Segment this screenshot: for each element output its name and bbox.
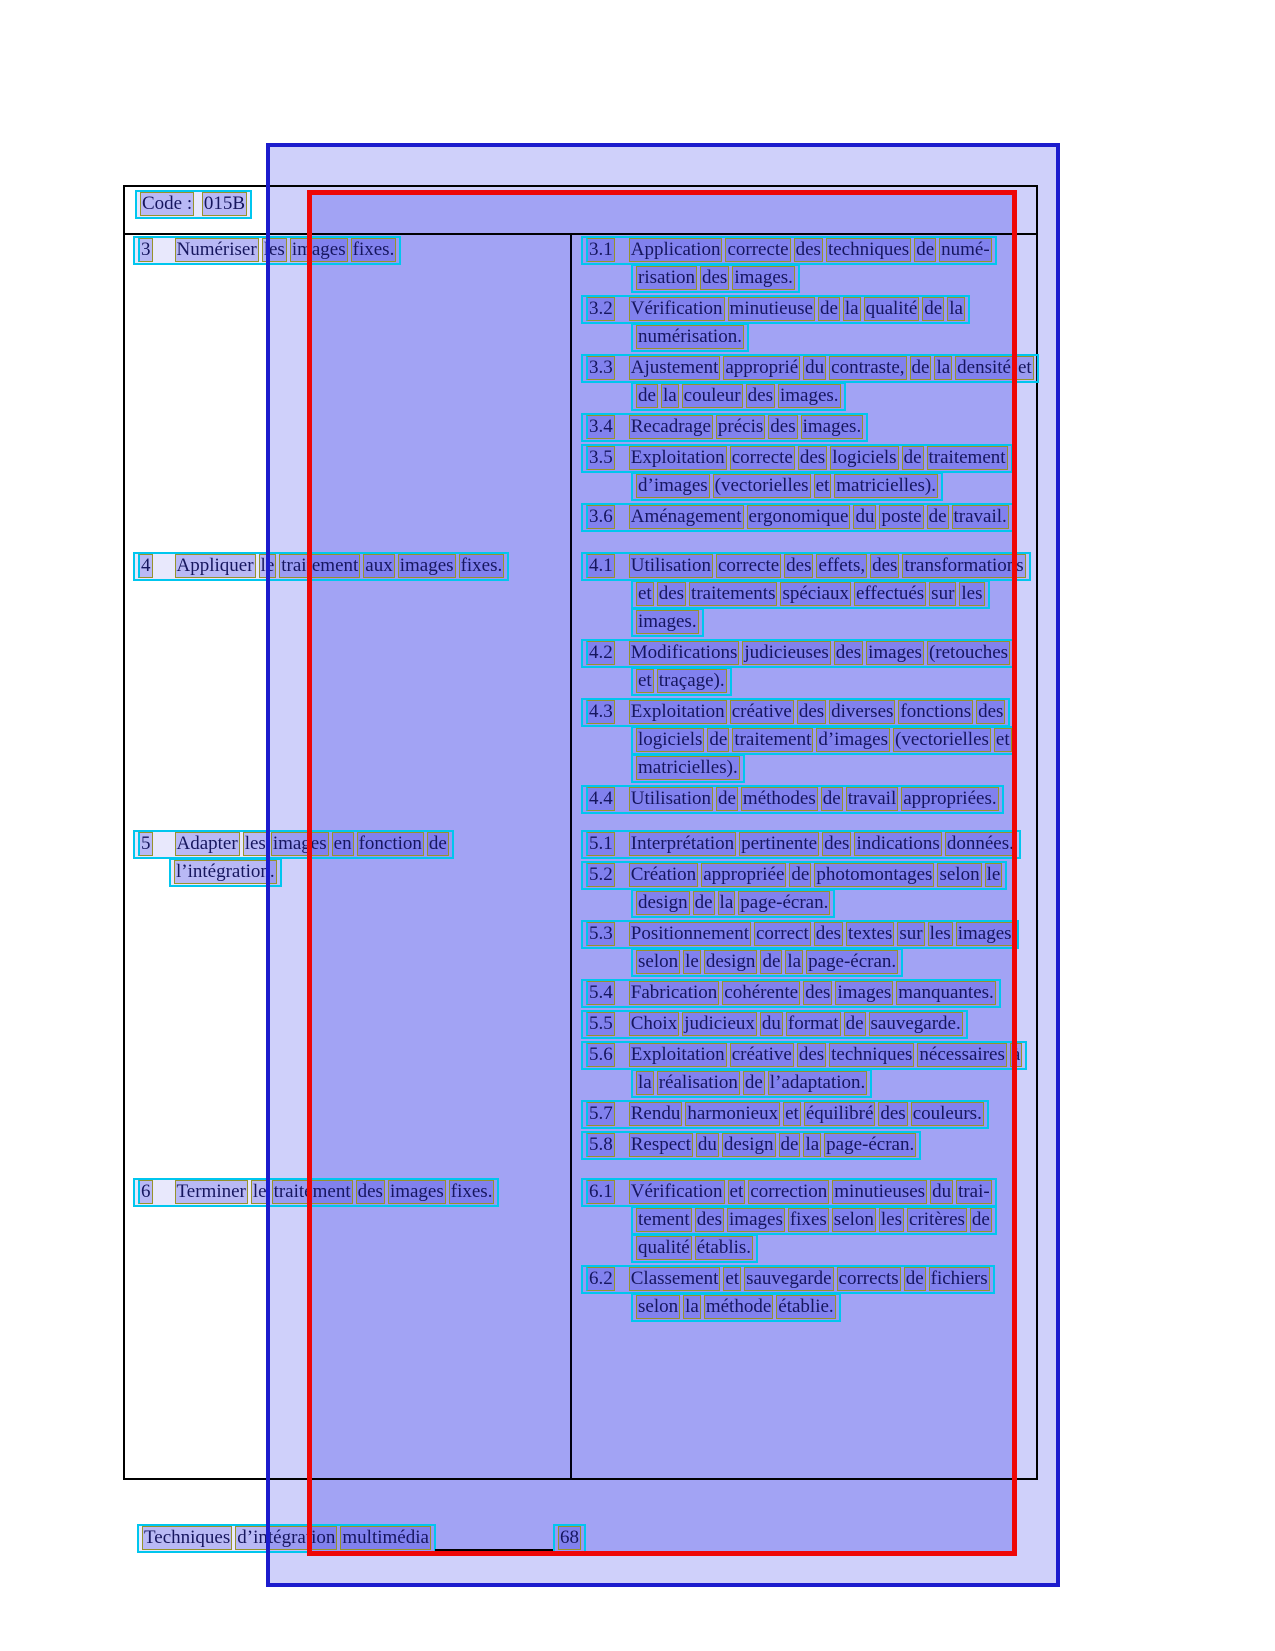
- word-box: cohérente: [724, 982, 799, 1003]
- word-box: images: [729, 1209, 783, 1230]
- word-box: spéciaux: [782, 583, 849, 604]
- word-box: la: [949, 298, 963, 319]
- word-box: correcte: [717, 555, 780, 576]
- word-box: contraste,: [831, 357, 905, 378]
- word-box: réalisation: [658, 1072, 738, 1093]
- word-box: numérisation.: [638, 326, 742, 347]
- word-box: 5.1: [586, 832, 615, 856]
- word-box: et: [815, 475, 830, 496]
- word-box: la: [787, 951, 802, 972]
- word-box: 5: [138, 832, 153, 856]
- word-box: des: [786, 555, 812, 576]
- word-box: des: [795, 239, 821, 260]
- word-box: des: [815, 923, 842, 944]
- word-box: selon: [638, 1296, 679, 1317]
- word-box: des: [805, 982, 831, 1003]
- word-box: la: [805, 1134, 820, 1155]
- word-box: 3.2: [586, 297, 615, 321]
- word-box: correcte: [731, 447, 793, 468]
- word-box: tement: [638, 1209, 690, 1230]
- word-box: appropriée: [703, 864, 785, 885]
- word-box: d’images: [818, 729, 889, 750]
- word-box: Exploitation: [630, 701, 725, 722]
- word-box: images.: [802, 416, 862, 437]
- word-box: ergonomique: [748, 506, 849, 527]
- word-box: photomontages: [816, 864, 933, 885]
- word-box: et: [638, 670, 652, 691]
- word-box: techniques: [827, 239, 910, 260]
- word-box: de: [916, 239, 935, 260]
- word-box: page-écran.: [826, 1134, 915, 1155]
- word-box: la: [638, 1072, 652, 1093]
- word-box: design: [638, 892, 688, 913]
- word-box: (vectorielles: [895, 729, 989, 750]
- word-box: Modifications: [630, 642, 738, 663]
- word-box: 3.1: [586, 238, 615, 262]
- word-box: Techniques: [144, 1527, 231, 1548]
- word-box: 4.4: [586, 787, 615, 811]
- word-box: images.: [734, 267, 793, 288]
- word-box: fixes.: [460, 555, 503, 576]
- word-box: travail: [847, 788, 897, 809]
- word-box: 5.5: [586, 1012, 615, 1036]
- word-box: fonction: [358, 833, 422, 854]
- word-box: Rendu: [630, 1103, 681, 1124]
- word-box: les: [244, 833, 266, 854]
- word-box: du: [805, 357, 825, 378]
- word-box: des: [798, 701, 825, 722]
- word-box: la: [844, 298, 859, 319]
- word-box: fixes.: [450, 1181, 493, 1202]
- word-box: images: [272, 833, 327, 854]
- word-box: Vérification: [630, 298, 723, 319]
- word-box: minutieuses: [834, 1181, 926, 1202]
- word-box: Exploitation: [630, 1044, 725, 1065]
- word-box: 5.7: [586, 1102, 615, 1126]
- word-box: 4.2: [586, 641, 615, 665]
- word-box: des: [798, 1044, 825, 1065]
- word-box: poste: [881, 506, 922, 527]
- word-box: méthode: [705, 1296, 772, 1317]
- word-box: les: [880, 1209, 903, 1230]
- word-box: les: [263, 239, 285, 260]
- word-box: 5.4: [586, 981, 615, 1005]
- word-box: de: [428, 833, 447, 854]
- word-box: de: [744, 1072, 763, 1093]
- word-box: Application: [630, 239, 721, 260]
- word-box: en: [333, 833, 352, 854]
- word-box: transformations: [904, 555, 1024, 576]
- word-box: images: [399, 555, 454, 576]
- word-box: Interprétation: [630, 833, 735, 854]
- word-box: page-écran.: [808, 951, 897, 972]
- word-box: matricielles).: [836, 475, 936, 496]
- word-box: pertinente: [741, 833, 818, 854]
- word-box: et: [729, 1181, 744, 1202]
- word-box: images: [837, 982, 892, 1003]
- word-box: l’intégration.: [176, 861, 275, 882]
- word-box: Numériser: [176, 239, 257, 260]
- word-box: de: [762, 951, 781, 972]
- word-box: Recadrage: [630, 416, 711, 437]
- ocr-line-box: [169, 858, 282, 887]
- word-box: selon: [939, 864, 980, 885]
- word-box: sur: [931, 583, 955, 604]
- word-box: 4.1: [586, 554, 615, 578]
- word-box: établis.: [696, 1237, 752, 1258]
- word-box: Vérification: [630, 1181, 723, 1202]
- word-box: fixes: [789, 1209, 827, 1230]
- word-box: des: [696, 1209, 723, 1230]
- word-box: Respect: [630, 1134, 691, 1155]
- word-box: images: [868, 642, 922, 663]
- word-box: Ajustement: [630, 357, 719, 378]
- word-box: trai-: [958, 1181, 990, 1202]
- word-box: des: [978, 701, 1004, 722]
- page-number: 68: [553, 1524, 586, 1553]
- word-box: équilibré: [805, 1103, 874, 1124]
- word-box: de: [845, 1013, 864, 1034]
- word-box: des: [824, 833, 850, 854]
- word-box: corrects: [838, 1268, 899, 1289]
- word-box: risation: [638, 267, 695, 288]
- word-box: et: [995, 729, 1010, 750]
- word-box: 3.6: [586, 505, 615, 529]
- word-box: de: [905, 1268, 924, 1289]
- word-box: traitement: [734, 729, 812, 750]
- annotation-outer-box: [266, 143, 1060, 1587]
- word-box: aux: [365, 555, 393, 576]
- word-box: de: [709, 729, 728, 750]
- word-box: de: [791, 864, 810, 885]
- word-box: 3: [138, 238, 153, 262]
- word-box: correct: [755, 923, 809, 944]
- word-box: minutieuse: [729, 298, 813, 319]
- word-box: effectués: [855, 583, 925, 604]
- word-box: du: [697, 1134, 717, 1155]
- word-box: des: [747, 385, 773, 406]
- word-box: précis: [717, 416, 764, 437]
- word-box: appropriées.: [903, 788, 997, 809]
- word-box: manquantes.: [898, 982, 994, 1003]
- word-box: sur: [899, 923, 923, 944]
- word-box: de: [928, 506, 947, 527]
- word-box: judicieuses: [744, 642, 829, 663]
- word-box: et: [725, 1268, 740, 1289]
- word-box: de: [717, 788, 736, 809]
- word-box: 6.1: [586, 1180, 615, 1204]
- word-box: 5.2: [586, 863, 615, 887]
- word-box: images.: [779, 385, 839, 406]
- word-box: les: [929, 923, 951, 944]
- word-box: de: [694, 892, 713, 913]
- word-box: indications: [856, 833, 940, 854]
- word-box: 3.4: [586, 415, 615, 439]
- word-box: Choix: [630, 1013, 678, 1034]
- word-box: des: [357, 1181, 383, 1202]
- word-box: et: [638, 583, 652, 604]
- word-box: de: [911, 357, 930, 378]
- word-box: 3.5: [586, 446, 615, 470]
- word-box: l’adaptation.: [769, 1072, 866, 1093]
- word-box: correcte: [727, 239, 789, 260]
- word-box: le: [986, 864, 1001, 885]
- word-box: la: [719, 892, 734, 913]
- word-box: la: [936, 357, 951, 378]
- word-box: des: [799, 447, 826, 468]
- word-box: créative: [731, 1044, 792, 1065]
- word-box: critères: [909, 1209, 965, 1230]
- word-box: approprié: [725, 357, 799, 378]
- word-box: logiciels: [832, 447, 897, 468]
- word-box: les: [961, 583, 983, 604]
- word-box: la: [685, 1296, 699, 1317]
- word-box: Positionnement: [630, 923, 749, 944]
- word-box: et: [785, 1103, 799, 1124]
- word-box: diverses: [831, 701, 894, 722]
- word-box: 4: [138, 554, 153, 578]
- word-box: 5.8: [586, 1133, 615, 1157]
- word-box: qualité: [865, 298, 918, 319]
- word-box: Utilisation: [630, 555, 711, 576]
- code-label-text: Code :: [142, 193, 193, 214]
- word-box: Utilisation: [630, 788, 711, 809]
- word-box: selon: [833, 1209, 874, 1230]
- word-box: textes: [848, 923, 893, 944]
- word-box: la: [662, 385, 677, 406]
- word-box: de: [822, 788, 841, 809]
- word-box: Terminer: [176, 1181, 246, 1202]
- word-box: des: [835, 642, 862, 663]
- word-box: de: [819, 298, 838, 319]
- word-box: correction: [750, 1181, 828, 1202]
- word-box: (retouches: [928, 642, 1009, 663]
- word-box: le: [260, 555, 275, 576]
- word-box: à: [1011, 1044, 1021, 1065]
- word-box: d’images: [638, 475, 708, 496]
- word-box: Fabrication: [630, 982, 718, 1003]
- word-box: 6: [138, 1180, 153, 1204]
- word-box: design: [723, 1134, 774, 1155]
- word-box: sauvegarde: [746, 1268, 832, 1289]
- word-box: du: [932, 1181, 952, 1202]
- word-box: matricielles).: [638, 757, 738, 778]
- word-box: images: [291, 239, 346, 260]
- word-box: des: [658, 583, 685, 604]
- code-label: [135, 190, 252, 219]
- word-box: fixes.: [352, 239, 395, 260]
- word-box: de: [638, 385, 656, 406]
- word-box: traçage).: [658, 670, 725, 691]
- word-box: traitements: [691, 583, 776, 604]
- word-box: fonctions: [900, 701, 972, 722]
- word-box: des: [880, 1103, 906, 1124]
- word-box: des: [702, 267, 728, 288]
- word-box: le: [252, 1181, 267, 1202]
- word-box: page-écran.: [740, 892, 829, 913]
- word-box: Classement: [630, 1268, 719, 1289]
- word-box: traitement: [273, 1181, 351, 1202]
- word-box: densité: [957, 357, 1011, 378]
- word-box: traitement: [281, 555, 359, 576]
- word-box: 3.3: [586, 356, 615, 380]
- word-box: travail.: [953, 506, 1007, 527]
- word-box: numé-: [941, 239, 990, 260]
- word-box: selon: [638, 951, 679, 972]
- word-box: Exploitation: [630, 447, 725, 468]
- word-box: d’intégration: [237, 1527, 336, 1548]
- word-box: de: [903, 447, 922, 468]
- word-box: 6.2: [586, 1267, 615, 1291]
- word-box: traitement: [928, 447, 1006, 468]
- word-box: couleur: [683, 385, 741, 406]
- word-box: 5.3: [586, 922, 615, 946]
- word-box: Aménagement: [630, 506, 742, 527]
- word-box: harmonieux: [687, 1103, 779, 1124]
- word-box: des: [770, 416, 796, 437]
- word-box: Adapter: [176, 833, 238, 854]
- word-box: méthodes: [742, 788, 816, 809]
- word-box: images.: [638, 611, 697, 632]
- word-box: format: [787, 1013, 839, 1034]
- word-box: techniques: [831, 1044, 913, 1065]
- word-box: 5.6: [586, 1043, 615, 1067]
- word-box: images: [957, 923, 1012, 944]
- word-box: et: [1017, 357, 1032, 378]
- word-box: 4.3: [586, 700, 615, 724]
- word-box: sauvegarde.: [870, 1013, 961, 1034]
- word-box: de: [924, 298, 943, 319]
- word-box: nécessaires: [919, 1044, 1005, 1065]
- code-value: 015B: [203, 193, 246, 214]
- word-box: le: [685, 951, 699, 972]
- word-box: données.: [946, 833, 1014, 854]
- word-box: établie.: [778, 1296, 834, 1317]
- word-box: Appliquer: [176, 555, 254, 576]
- word-box: qualité: [638, 1237, 690, 1258]
- word-box: des: [872, 555, 898, 576]
- word-box: (vectorielles: [714, 475, 809, 496]
- word-box: créative: [731, 701, 792, 722]
- word-box: logiciels: [638, 729, 703, 750]
- word-box: images: [389, 1181, 444, 1202]
- word-box: de: [971, 1209, 990, 1230]
- word-box: multimédia: [342, 1527, 429, 1548]
- word-box: du: [761, 1013, 781, 1034]
- word-box: Création: [630, 864, 697, 885]
- word-box: design: [705, 951, 756, 972]
- word-box: de: [780, 1134, 799, 1155]
- word-box: couleurs.: [912, 1103, 982, 1124]
- word-box: fichiers: [930, 1268, 988, 1289]
- word-box: effets,: [818, 555, 866, 576]
- word-box: judicieux: [684, 1013, 755, 1034]
- word-box: du: [855, 506, 875, 527]
